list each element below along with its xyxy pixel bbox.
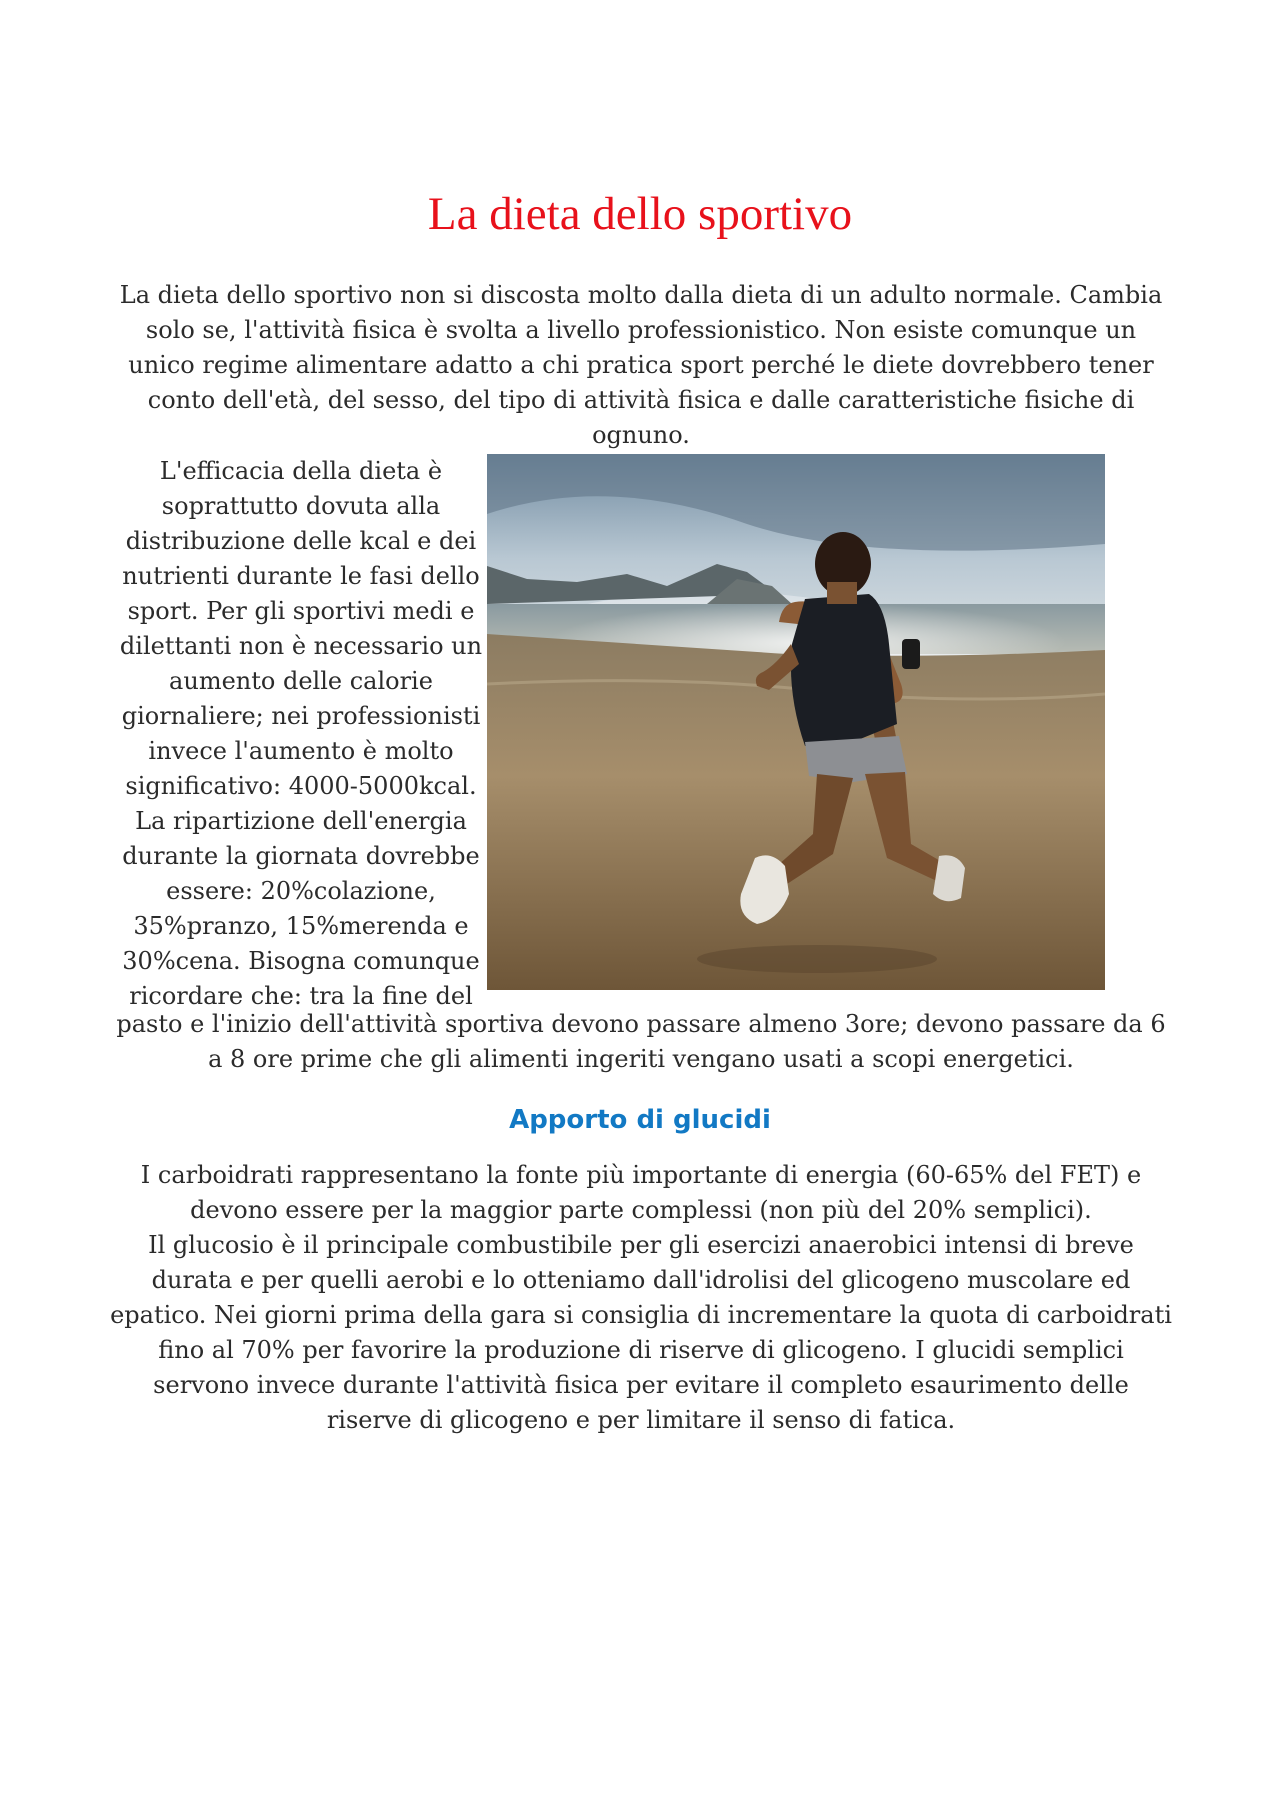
- carbs-paragraph-1: I carboidrati rappresentano la fonte più importante di energia (60-65% del FET) e devono essere per la maggior parte complessi (non più del 20% semplici).: [140, 1161, 1142, 1224]
- efficacy-paragraph-side: L'efficacia della dieta è soprattutto dovuta alla distribuzione delle kcal e dei nutrienti durante le fasi dello sport. Per gli sportivi medi e dilettanti non è necessario un aumento delle calorie giornaliere; nei professionisti invece l'aumento è molto significativo: 4000-5000kcal. La ripartizione dell'energia durante la giornata dovrebbe essere: 20%colazione, 35%pranzo, 15%merenda e 30%cena. Bisogna comunque ricordare che: tra la fine del: [119, 457, 483, 1010]
- carbs-section-body: [110, 1158, 1172, 1438]
- runner-illustration: [487, 454, 1105, 990]
- section-title: Apporto di glucidi: [509, 1105, 771, 1135]
- efficacy-paragraph-continued: pasto e l'inizio dell'attività sportiva devono passare almeno 3ore; devono passare da 6 a 8 ore prime che gli alimenti ingeriti vengano usati a scopi energetici.: [116, 1010, 1166, 1073]
- page-title: La dieta dello sportivo: [427, 188, 853, 240]
- intro-paragraph: La dieta dello sportivo non si discosta molto dalla dieta di un adulto normale. Cambia solo se, l'attività fisica è svolta a livello professionistico. Non esiste comunque un unico regime alimentare adatto a chi pratica sport perché le diete dovrebbero tener conto dell'età, del sesso, del tipo di attività fisica e dalle caratteristiche fisiche di ognuno.: [119, 281, 1163, 449]
- carbs-paragraph-2: Il glucosio è il principale combustibile per gli esercizi anaerobici intensi di breve durata e per quelli aerobi e lo otteniamo dall'idrolisi del glicogeno muscolare ed epatico. Nei giorni prima della gara si consiglia di incrementare la quota di carboidrati fino al 70% per favorire la produzione di riserve di glicogeno. I glucidi semplici servono invece durante l'attività fisica per evitare il completo esaurimento delle riserve di glicogeno e per limitare il senso di fatica.: [110, 1231, 1172, 1434]
- runner-on-beach-photo: [487, 454, 1105, 990]
